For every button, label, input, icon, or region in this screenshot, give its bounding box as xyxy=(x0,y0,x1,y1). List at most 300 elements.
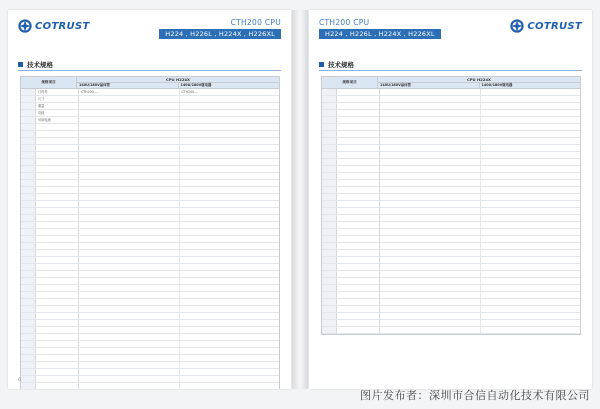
table-row xyxy=(322,257,580,264)
table-row xyxy=(21,362,279,369)
spec-label xyxy=(337,222,380,228)
category-cell xyxy=(21,96,36,102)
category-cell xyxy=(21,166,36,172)
category-cell xyxy=(322,138,337,144)
category-cell xyxy=(322,229,337,235)
model-list: H224 , H226L , H224X , H226XL xyxy=(319,29,441,39)
spec-label xyxy=(36,243,79,249)
spec-label xyxy=(337,229,380,235)
spec-value-relay xyxy=(179,96,280,102)
spec-value-transistor xyxy=(79,355,179,361)
category-cell xyxy=(21,124,36,130)
spec-value-transistor xyxy=(380,131,480,137)
spec-value-transistor xyxy=(79,299,179,305)
section-title: 技术规格 xyxy=(27,61,53,69)
category-cell xyxy=(21,383,36,389)
category-cell xyxy=(322,257,337,263)
table-row xyxy=(322,299,580,306)
publisher-credit: 图片发布者：深圳市合信自动化技术有限公司 xyxy=(360,389,590,402)
table-row xyxy=(322,285,580,292)
spec-value-transistor xyxy=(380,159,480,165)
category-cell xyxy=(322,117,337,123)
category-cell xyxy=(21,89,36,95)
category-cell xyxy=(21,187,36,193)
spec-label xyxy=(337,306,380,312)
table-row xyxy=(21,201,279,208)
spec-value-transistor xyxy=(79,334,179,340)
table-row xyxy=(21,299,279,306)
category-cell xyxy=(21,236,36,242)
spec-value-transistor xyxy=(79,145,179,151)
spec-value-relay xyxy=(480,201,581,207)
spec-value-transistor xyxy=(380,222,480,228)
spec-value-relay xyxy=(179,124,280,130)
category-cell xyxy=(21,180,36,186)
spec-value-transistor xyxy=(79,173,179,179)
spec-label xyxy=(337,257,380,263)
table-row xyxy=(322,180,580,187)
section-heading xyxy=(18,60,53,69)
category-cell xyxy=(21,243,36,249)
col-relay-header: 140U/180V继电器 xyxy=(481,83,513,87)
spec-label xyxy=(337,166,380,172)
spec-value-transistor xyxy=(380,257,480,263)
table-row xyxy=(21,341,279,348)
product-header xyxy=(159,18,281,39)
spec-value-transistor xyxy=(79,313,179,319)
spec-value-transistor xyxy=(380,89,480,95)
table-row xyxy=(322,117,580,124)
category-cell xyxy=(322,152,337,158)
spec-value-relay xyxy=(179,208,280,214)
spec-label xyxy=(337,187,380,193)
spec-value-relay xyxy=(179,243,280,249)
table-row xyxy=(21,110,279,117)
category-cell xyxy=(322,236,337,242)
spec-label xyxy=(337,138,380,144)
category-cell xyxy=(21,152,36,158)
spec-value-relay xyxy=(179,306,280,312)
spec-value-relay xyxy=(480,271,581,277)
spec-label: 订货号 xyxy=(36,89,79,95)
table-row xyxy=(21,376,279,383)
category-cell xyxy=(21,285,36,291)
spec-value-relay xyxy=(179,362,280,368)
category-cell xyxy=(21,201,36,207)
table-row xyxy=(21,138,279,145)
spec-value-relay xyxy=(480,236,581,242)
spec-label xyxy=(36,131,79,137)
table-row xyxy=(322,327,580,334)
category-cell xyxy=(21,159,36,165)
category-cell xyxy=(322,173,337,179)
spec-value-relay xyxy=(480,117,581,123)
brand-logo xyxy=(18,19,90,33)
brand-name: COTRUST xyxy=(35,20,90,32)
spec-value-relay xyxy=(179,152,280,158)
spec-value-transistor xyxy=(79,110,179,116)
category-cell xyxy=(21,264,36,270)
spec-label xyxy=(36,152,79,158)
spec-value-relay xyxy=(179,264,280,270)
spec-value-transistor xyxy=(380,103,480,109)
spec-label xyxy=(337,173,380,179)
spec-value-relay xyxy=(179,271,280,277)
spec-value-transistor xyxy=(380,278,480,284)
table-header xyxy=(21,77,279,89)
right-page xyxy=(309,10,592,389)
category-cell xyxy=(322,145,337,151)
spec-value-transistor xyxy=(380,124,480,130)
category-cell xyxy=(322,208,337,214)
table-row xyxy=(21,152,279,159)
spec-value-relay xyxy=(179,320,280,326)
category-cell xyxy=(322,159,337,165)
table-row xyxy=(322,313,580,320)
spec-value-relay xyxy=(179,173,280,179)
spec-value-transistor xyxy=(79,292,179,298)
spec-label xyxy=(36,201,79,207)
spec-label xyxy=(36,138,79,144)
spec-value-transistor xyxy=(380,306,480,312)
table-row xyxy=(322,215,580,222)
table-row xyxy=(21,257,279,264)
spec-value-relay xyxy=(179,348,280,354)
table-row xyxy=(322,124,580,131)
brand-name: COTRUST xyxy=(527,20,582,32)
spec-value-relay xyxy=(179,341,280,347)
table-row xyxy=(21,222,279,229)
spec-value-relay xyxy=(179,201,280,207)
section-divider xyxy=(18,70,281,71)
category-cell xyxy=(21,250,36,256)
section-divider xyxy=(319,70,582,71)
spec-value-transistor xyxy=(79,278,179,284)
spec-label xyxy=(337,180,380,186)
spec-label xyxy=(337,278,380,284)
spec-label: 尺寸 xyxy=(36,96,79,102)
spec-value-relay xyxy=(179,229,280,235)
spec-label xyxy=(36,257,79,263)
category-cell xyxy=(322,96,337,102)
spec-label xyxy=(36,320,79,326)
category-cell xyxy=(21,145,36,151)
category-cell xyxy=(322,103,337,109)
spec-value-transistor xyxy=(380,271,480,277)
header-label: 规格项目 xyxy=(322,77,378,88)
category-cell xyxy=(322,215,337,221)
table-row xyxy=(21,215,279,222)
bullet-square-icon xyxy=(319,62,324,67)
spec-label: 可用电流 xyxy=(36,117,79,123)
col-relay-header: 140U/180V继电器 xyxy=(180,83,212,87)
category-cell xyxy=(322,313,337,319)
spec-value-transistor xyxy=(79,362,179,368)
spec-value-relay: CTH200-... xyxy=(179,89,280,95)
category-cell xyxy=(322,166,337,172)
category-cell xyxy=(21,138,36,144)
spec-value-relay xyxy=(480,103,581,109)
category-cell xyxy=(21,320,36,326)
spec-value-relay xyxy=(179,138,280,144)
table-row xyxy=(322,152,580,159)
spec-label xyxy=(36,383,79,389)
spec-value-relay xyxy=(480,180,581,186)
table-row xyxy=(322,222,580,229)
category-cell xyxy=(21,173,36,179)
spec-label xyxy=(337,124,380,130)
table-row xyxy=(21,306,279,313)
spec-value-transistor xyxy=(79,201,179,207)
spec-value-relay xyxy=(480,299,581,305)
spec-label xyxy=(36,264,79,270)
cotrust-logo-icon xyxy=(18,19,32,33)
spec-label xyxy=(337,313,380,319)
category-cell xyxy=(322,131,337,137)
spec-value-transistor xyxy=(79,243,179,249)
table-row xyxy=(21,369,279,376)
category-cell xyxy=(322,110,337,116)
spec-label xyxy=(36,334,79,340)
category-cell xyxy=(21,278,36,284)
table-body xyxy=(322,89,580,334)
spec-value-transistor xyxy=(380,264,480,270)
spec-value-transistor xyxy=(79,180,179,186)
spec-value-transistor xyxy=(79,166,179,172)
spec-value-relay xyxy=(179,166,280,172)
category-cell xyxy=(21,306,36,312)
spec-label xyxy=(36,236,79,242)
spec-value-transistor xyxy=(380,152,480,158)
spec-value-transistor xyxy=(79,236,179,242)
spec-value-relay xyxy=(480,278,581,284)
category-cell xyxy=(21,327,36,333)
spec-label xyxy=(36,271,79,277)
spec-value-transistor xyxy=(380,208,480,214)
table-row xyxy=(21,320,279,327)
spec-value-transistor xyxy=(79,285,179,291)
category-cell xyxy=(21,257,36,263)
spec-value-relay xyxy=(179,285,280,291)
table-row xyxy=(322,236,580,243)
spec-value-relay xyxy=(480,250,581,256)
series-title: CTH200 CPU xyxy=(319,18,370,27)
spec-label xyxy=(337,243,380,249)
table-row xyxy=(21,250,279,257)
spec-value-relay xyxy=(179,355,280,361)
spec-value-relay xyxy=(179,383,280,389)
spec-label xyxy=(337,194,380,200)
table-row xyxy=(21,355,279,362)
spec-value-transistor xyxy=(79,376,179,382)
spec-value-relay xyxy=(179,313,280,319)
spec-value-relay xyxy=(179,103,280,109)
spec-label xyxy=(337,103,380,109)
spec-value-relay xyxy=(179,180,280,186)
category-cell xyxy=(322,285,337,291)
category-cell xyxy=(21,369,36,375)
table-row xyxy=(322,159,580,166)
spec-label xyxy=(36,222,79,228)
spec-label xyxy=(36,187,79,193)
spec-value-relay xyxy=(179,250,280,256)
spec-value-transistor xyxy=(79,257,179,263)
category-cell xyxy=(322,292,337,298)
spec-label xyxy=(337,159,380,165)
spec-value-relay xyxy=(179,215,280,221)
category-cell xyxy=(21,292,36,298)
spec-value-transistor xyxy=(380,117,480,123)
table-row xyxy=(322,250,580,257)
table-row xyxy=(21,271,279,278)
spec-value-relay xyxy=(480,208,581,214)
spec-value-relay xyxy=(179,278,280,284)
table-row xyxy=(21,187,279,194)
spec-value-relay xyxy=(480,313,581,319)
table-row xyxy=(322,320,580,327)
spec-value-transistor xyxy=(79,138,179,144)
category-cell xyxy=(21,103,36,109)
category-cell xyxy=(21,194,36,200)
spec-label xyxy=(36,194,79,200)
category-cell xyxy=(322,180,337,186)
table-row xyxy=(322,103,580,110)
series-title: CTH200 CPU xyxy=(230,18,281,27)
spec-label xyxy=(36,285,79,291)
spec-value-relay xyxy=(179,257,280,263)
table-header xyxy=(322,77,580,89)
table-row xyxy=(322,187,580,194)
spec-value-relay xyxy=(480,145,581,151)
table-row xyxy=(21,180,279,187)
spec-value-relay xyxy=(179,376,280,382)
table-row xyxy=(21,117,279,124)
category-cell xyxy=(21,334,36,340)
table-row xyxy=(21,278,279,285)
spec-value-transistor xyxy=(380,243,480,249)
spec-value-relay xyxy=(480,96,581,102)
table-row xyxy=(21,327,279,334)
spec-label xyxy=(36,250,79,256)
spec-label xyxy=(36,306,79,312)
spec-value-relay xyxy=(480,229,581,235)
spec-label xyxy=(36,341,79,347)
table-body xyxy=(21,89,279,389)
table-row xyxy=(21,208,279,215)
spec-value-transistor: CTH200-... xyxy=(81,90,98,94)
spec-label xyxy=(36,229,79,235)
spec-label xyxy=(337,264,380,270)
spec-value-transistor xyxy=(79,159,179,165)
category-cell xyxy=(322,243,337,249)
spec-label xyxy=(36,327,79,333)
table-row xyxy=(322,271,580,278)
category-cell xyxy=(322,201,337,207)
table-row xyxy=(322,194,580,201)
category-cell xyxy=(21,313,36,319)
left-page xyxy=(8,10,291,389)
product-header xyxy=(319,18,441,39)
spec-label xyxy=(36,145,79,151)
table-row xyxy=(322,138,580,145)
spec-value-transistor xyxy=(380,166,480,172)
spec-value-relay xyxy=(480,110,581,116)
spec-value-transistor xyxy=(79,124,179,130)
category-cell xyxy=(21,208,36,214)
category-cell xyxy=(21,376,36,382)
spec-value-relay xyxy=(480,166,581,172)
spec-label xyxy=(36,173,79,179)
spec-value-relay xyxy=(480,327,581,333)
table-row xyxy=(21,292,279,299)
table-row xyxy=(322,96,580,103)
spec-label xyxy=(337,208,380,214)
spec-value-transistor xyxy=(380,215,480,221)
spec-label xyxy=(337,110,380,116)
spec-value-relay xyxy=(480,152,581,158)
category-cell xyxy=(21,271,36,277)
book-gutter xyxy=(292,10,308,389)
table-row xyxy=(322,166,580,173)
spec-value-relay xyxy=(480,292,581,298)
spec-label xyxy=(337,215,380,221)
spec-value-transistor xyxy=(380,292,480,298)
category-cell xyxy=(21,131,36,137)
spec-value-relay xyxy=(480,306,581,312)
col-transistor-header: 140U/180V晶体管 xyxy=(77,83,179,88)
spec-value-relay xyxy=(179,292,280,298)
table-row xyxy=(21,334,279,341)
table-row xyxy=(21,229,279,236)
spec-label xyxy=(337,236,380,242)
spec-value-relay xyxy=(179,334,280,340)
spec-value-relay xyxy=(480,138,581,144)
spec-value-relay xyxy=(480,131,581,137)
spec-value-relay xyxy=(179,194,280,200)
spec-value-relay xyxy=(480,159,581,165)
spec-value-transistor xyxy=(380,236,480,242)
model-list: H224 , H226L , H224X , H226XL xyxy=(159,29,281,39)
table-row xyxy=(21,131,279,138)
category-cell xyxy=(322,194,337,200)
spec-value-relay xyxy=(480,243,581,249)
spec-value-relay xyxy=(480,285,581,291)
spec-value-relay xyxy=(179,131,280,137)
brand-logo xyxy=(510,19,582,33)
table-row xyxy=(322,201,580,208)
spec-label xyxy=(337,117,380,123)
spec-value-transistor xyxy=(79,131,179,137)
category-cell xyxy=(21,355,36,361)
table-row xyxy=(21,194,279,201)
category-cell xyxy=(322,264,337,270)
spec-label xyxy=(337,250,380,256)
spec-label xyxy=(337,271,380,277)
spec-value-relay xyxy=(480,187,581,193)
spec-value-transistor xyxy=(79,264,179,270)
spec-label xyxy=(36,362,79,368)
spec-value-transistor xyxy=(380,173,480,179)
spec-value-transistor xyxy=(79,320,179,326)
spec-value-transistor xyxy=(79,96,179,102)
spec-value-relay xyxy=(480,320,581,326)
spec-label xyxy=(337,201,380,207)
table-row xyxy=(21,313,279,320)
spec-label xyxy=(36,124,79,130)
table-row xyxy=(21,103,279,110)
table-row xyxy=(322,173,580,180)
spec-value-transistor xyxy=(380,250,480,256)
